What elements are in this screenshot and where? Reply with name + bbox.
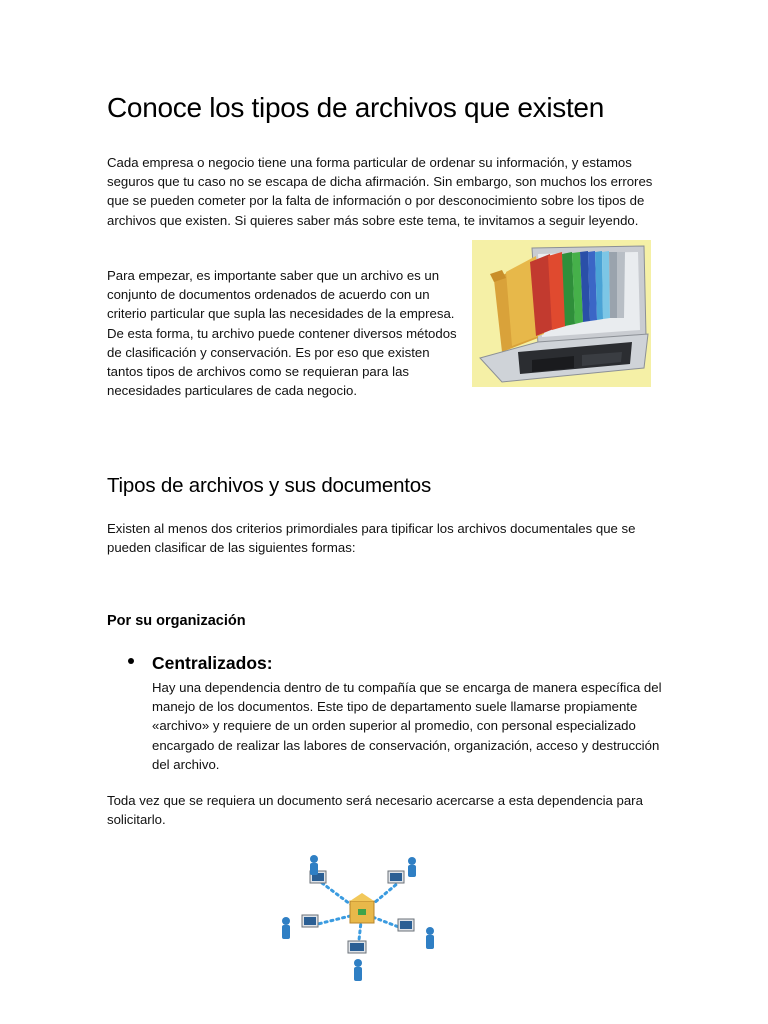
closing-paragraph: Toda vez que se requiera un documento será necesario acercarse a esta dependencia para solicitarlo. xyxy=(107,793,643,828)
definition-paragraph: Para empezar, es importante saber que un archivo es un conjunto de documentos ordenados de acuerdo con un criterio particular que supla las necesidades de la empresa. De esta forma, tu archivo puede contener diversos métodos de clasificación y conservación. Es por eso que existen tantos tipos de archivos como se requieran para las necesidades particulares de cada negocio. xyxy=(107,268,457,399)
bullet-paragraph: Hay una dependencia dentro de tu compañía que se encarga de manera específica del manejo de los documentos. Este tipo de departamento suele llamarse propiamente «archivo» y requiere de un orden superior al promedio, con personal especializado encargado de realizar las labores de conservación, organización, acceso y destrucción del archivo. xyxy=(152,680,662,772)
network-diagram-image xyxy=(270,853,445,990)
laptop-folders-image xyxy=(472,240,651,387)
section-heading: Tipos de archivos y sus documentos xyxy=(107,474,432,497)
bullet-icon xyxy=(128,658,134,664)
page-title: Conoce los tipos de archivos que existen xyxy=(107,92,604,123)
subsection-heading: Por su organización xyxy=(107,613,246,629)
bullet-title: Centralizados: xyxy=(152,653,273,673)
section-paragraph: Existen al menos dos criterios primordiales para tipificar los archivos documentales que se pueden clasificar de las siguientes formas: xyxy=(107,521,636,556)
intro-paragraph: Cada empresa o negocio tiene una forma particular de ordenar su información, y estamos seguros que tu caso no se escapa de dicha afirmación. Sin embargo, son muchos los errores que se pueden cometer por la falta de información o por desconocimiento sobre los tipos de archivos que existen. Si quieres saber más sobre este tema, te invitamos a seguir leyendo. xyxy=(107,155,653,228)
